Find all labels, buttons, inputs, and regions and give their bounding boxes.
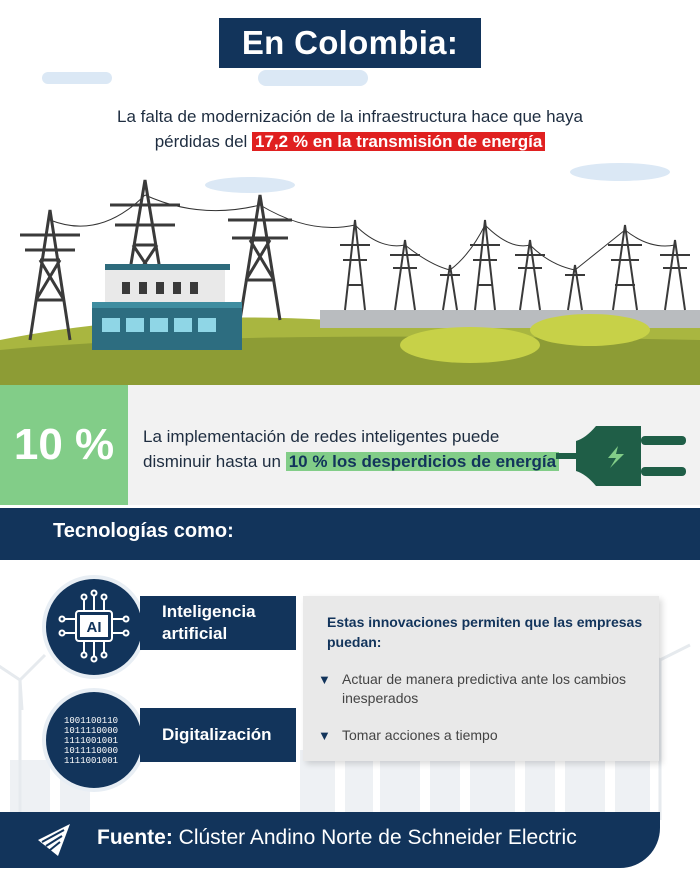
benefit-item [318, 726, 648, 745]
technologies-title: Tecnologías como: [53, 520, 234, 542]
benefit-text: Actuar de manera predictiva ante los cambios inesperados [342, 671, 627, 706]
binary-line: 1001100110 [64, 716, 119, 726]
power-grid-illustration [0, 150, 700, 390]
plug-icon [556, 416, 696, 496]
paper-plane-icon [34, 820, 74, 860]
ai-chip-icon [46, 579, 142, 675]
ai-chip-label: AI [86, 619, 102, 636]
page-title: En Colombia: [219, 18, 481, 68]
arrow-icon: ▼ [318, 672, 331, 687]
source-label: Fuente: [97, 826, 173, 849]
benefit-text: Tomar acciones a tiempo [342, 727, 498, 743]
intro-line1: La falta de modernización de la infraestructura hace que haya [117, 107, 583, 126]
binary-line: 1111001001 [64, 756, 119, 766]
benefits-title: Estas innovaciones permiten que las empresas puedan: [327, 614, 643, 650]
smart-grid-text [143, 424, 573, 474]
cloud-decoration [42, 72, 112, 84]
intro-text [40, 104, 660, 154]
binary-line: 1011110000 [64, 746, 119, 756]
arrow-icon: ▼ [318, 728, 331, 743]
source-value: Clúster Andino Norte de Schneider Electric [172, 826, 577, 849]
tech-label-digital: Digitalización [140, 708, 296, 762]
source-text [97, 826, 577, 850]
intro-line2-prefix: pérdidas del [154, 132, 253, 151]
smart-grid-line1: La implementación de redes inteligentes puede [143, 427, 500, 446]
digital-icon-circle [42, 688, 146, 792]
binary-line: 1011110000 [64, 726, 119, 736]
waste-highlight: 10 % los desperdicios de energía [286, 452, 559, 471]
smart-grid-line2-prefix: disminuir hasta un [143, 452, 286, 471]
binary-line: 1111001001 [64, 736, 119, 746]
tech-label-ai: Inteligencia artificial [140, 596, 296, 650]
loss-highlight: 17,2 % en la transmisión de energía [252, 132, 545, 151]
cloud-decoration [258, 70, 368, 86]
percent-badge: 10 % [0, 385, 128, 505]
ai-icon-circle [42, 575, 146, 679]
benefit-item [318, 670, 648, 708]
binary-code-icon [64, 716, 118, 766]
